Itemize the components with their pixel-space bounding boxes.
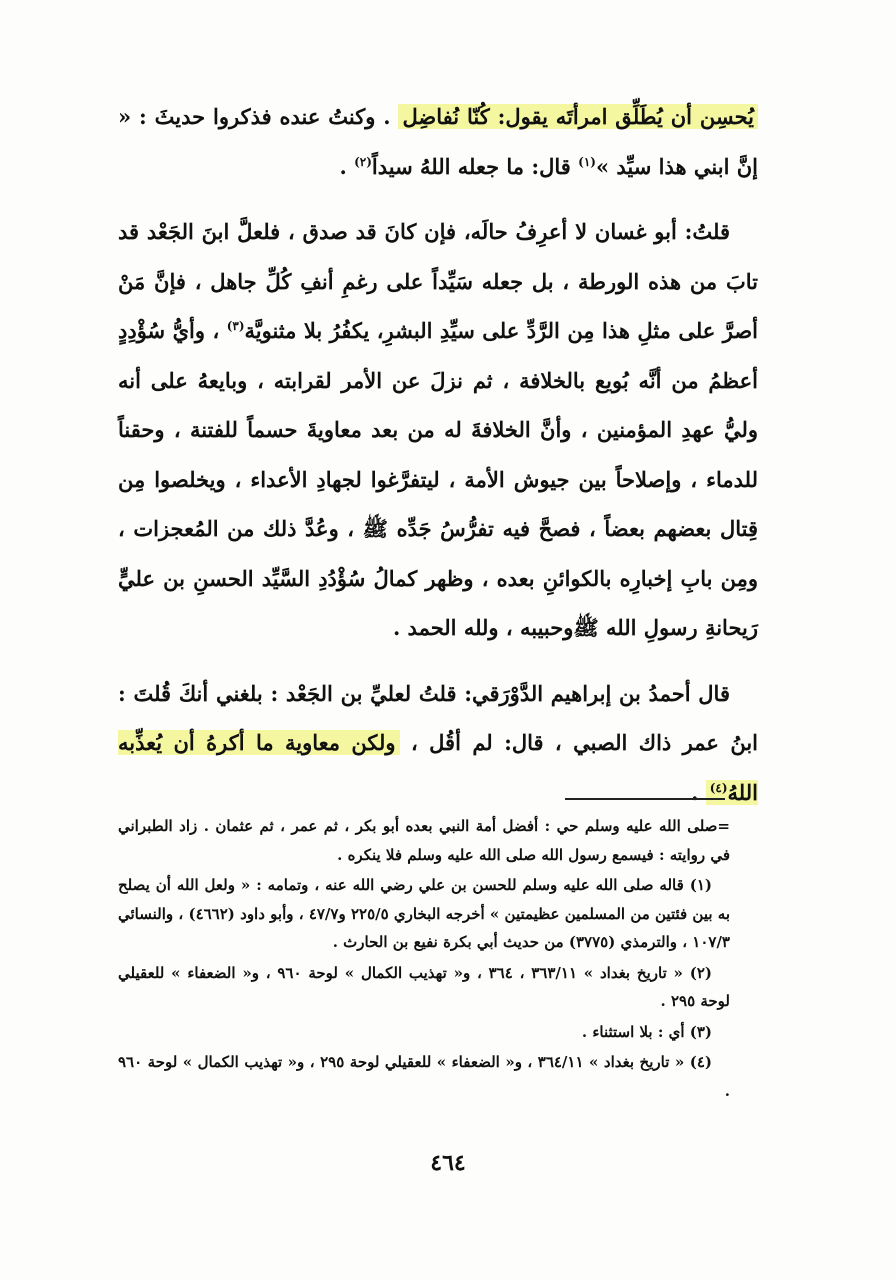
text-span: قال أحمدُ بن إبراهيم الدَّوْرَقي: قلتُ لعليِّ بن الجَعْد : بلغني أنكَ قُلتَ : ابنُ عمر ذاك الصبي ، قال: لم أقُل ، <box>118 680 758 755</box>
paragraph-2 <box>118 207 758 653</box>
footnote-2 <box>118 959 730 1016</box>
footnote-continuation: =صلى الله عليه وسلم حي : أفضل أمة النبي بعده أبو بكر ، ثم عمر ، ثم عثمان . زاد الطبراني في روايته : فيسمع رسول الله صلى الله عليه وسلم فلا ينكره . <box>118 817 730 864</box>
footnote-ref-4: (٤) <box>709 780 728 795</box>
paragraph-1 <box>118 92 758 191</box>
text-span: . <box>339 153 347 179</box>
footnote-text: (٤) « تاريخ بغداد » ٣٦٤/١١ ، و« الضعفاء » للعقيلي لوحة ٢٩٥ ، و« تهذيب الكمال » لوحة ٩٦٠ . <box>118 1053 730 1100</box>
text-span: ولكن معاوية ما أكرهُ أن يُعذِّبه اللهُ <box>118 730 758 805</box>
paragraph-3 <box>118 669 758 818</box>
text-span: « إنَّ ابني هذا سيِّد » <box>118 104 758 179</box>
footnote-1 <box>118 871 730 957</box>
footnote-3 <box>118 1018 730 1047</box>
footnote-text: (١) قاله صلى الله عليه وسلم للحسن بن علي رضي الله عنه ، وتمامه : « ولعل الله أن يصلح به بين فئتين من المسلمين عظيمتين » أخرجه البخاري ٢٢٥/٥ و٤٧/٧ ، وأبو داود (٤٦٦٢) ، والنسائي ١٠٧/٣ ، والترمذي (٣٧٧٥) من حديث أبي بكرة نفيع بن الحارث . <box>118 876 730 951</box>
footnote-text: (٢) « تاريخ بغداد » ٣٦٣/١١ ، ٣٦٤ ، و« تهذيب الكمال » لوحة ٩٦٠ ، و« الضعفاء » للعقيلي لوحة ٢٩٥ . <box>118 963 730 1010</box>
text-span: . وكنتُ عنده فذكروا حديثَ : <box>139 104 391 129</box>
footnote-separator <box>565 798 725 800</box>
text-span: قلتُ: أبو غسان لا أعرِفُ حالَه، فإن كانَ قد صدق ، فلعلَّ ابنَ الجَعْد قد تابَ من هذه الورطة ، بل جعله سَيِّداً على رغمِ أنفِ كُلِّ جاهل ، فإنَّ مَنْ أصرَّ على مثلِ هذا مِن الرَّدِّ على سيِّدِ البشرِ، يكفُرُ بلا مثنويَّة <box>118 219 758 343</box>
text-span: . <box>691 779 699 805</box>
footnote-ref-1: (١) <box>578 154 596 169</box>
page-number: ٤٦٤ <box>430 1150 466 1176</box>
footnote-4 <box>118 1048 730 1105</box>
text-span: ، وأيُّ سُؤْدِدٍ أعظمُ من أنَّه بُويع بالخلافة ، ثم نزلَ عن الأمر لقرابته ، وبايعهُ على أنه وليُّ عهدِ المؤمنين ، وأنَّ الخلافةَ له من بعد معاويةَ حسماً للفتنة ، وحقناً للدماء ، وإصلاحاً بين جيوش الأمة ، ليتفرَّغوا لجهادِ الأعداء ، ويخلصوا مِن قِتال بعضهم بعضاً ، فصحَّ فيه تفرُّسُ جَدِّه ﷺ ، وعُدَّ ذلك من المُعجزات ، ومِن بابِ إخبارِه بالكوائنِ بعده ، وظهر كمالُ سُؤْدُدِ السَّيِّد الحسنِ بن عليٍّ رَيحانةِ رسولِ الله ﷺوحبيبه ، ولله الحمد . <box>118 318 758 640</box>
text-span: قال: ما جعله اللهُ سيداً <box>371 153 571 179</box>
footnotes <box>118 812 730 1107</box>
highlighted-text-1: يُحسِن أن يُطَلِّق امرأتَه يقول: كُنّا نُفاضِل <box>398 104 758 129</box>
footnote-text: (٣) أي : بلا استثناء . <box>581 1022 712 1041</box>
footnote-ref-2: (٢) <box>354 154 372 169</box>
main-text <box>118 92 758 817</box>
footnote-ref-3: (٣) <box>226 319 245 333</box>
